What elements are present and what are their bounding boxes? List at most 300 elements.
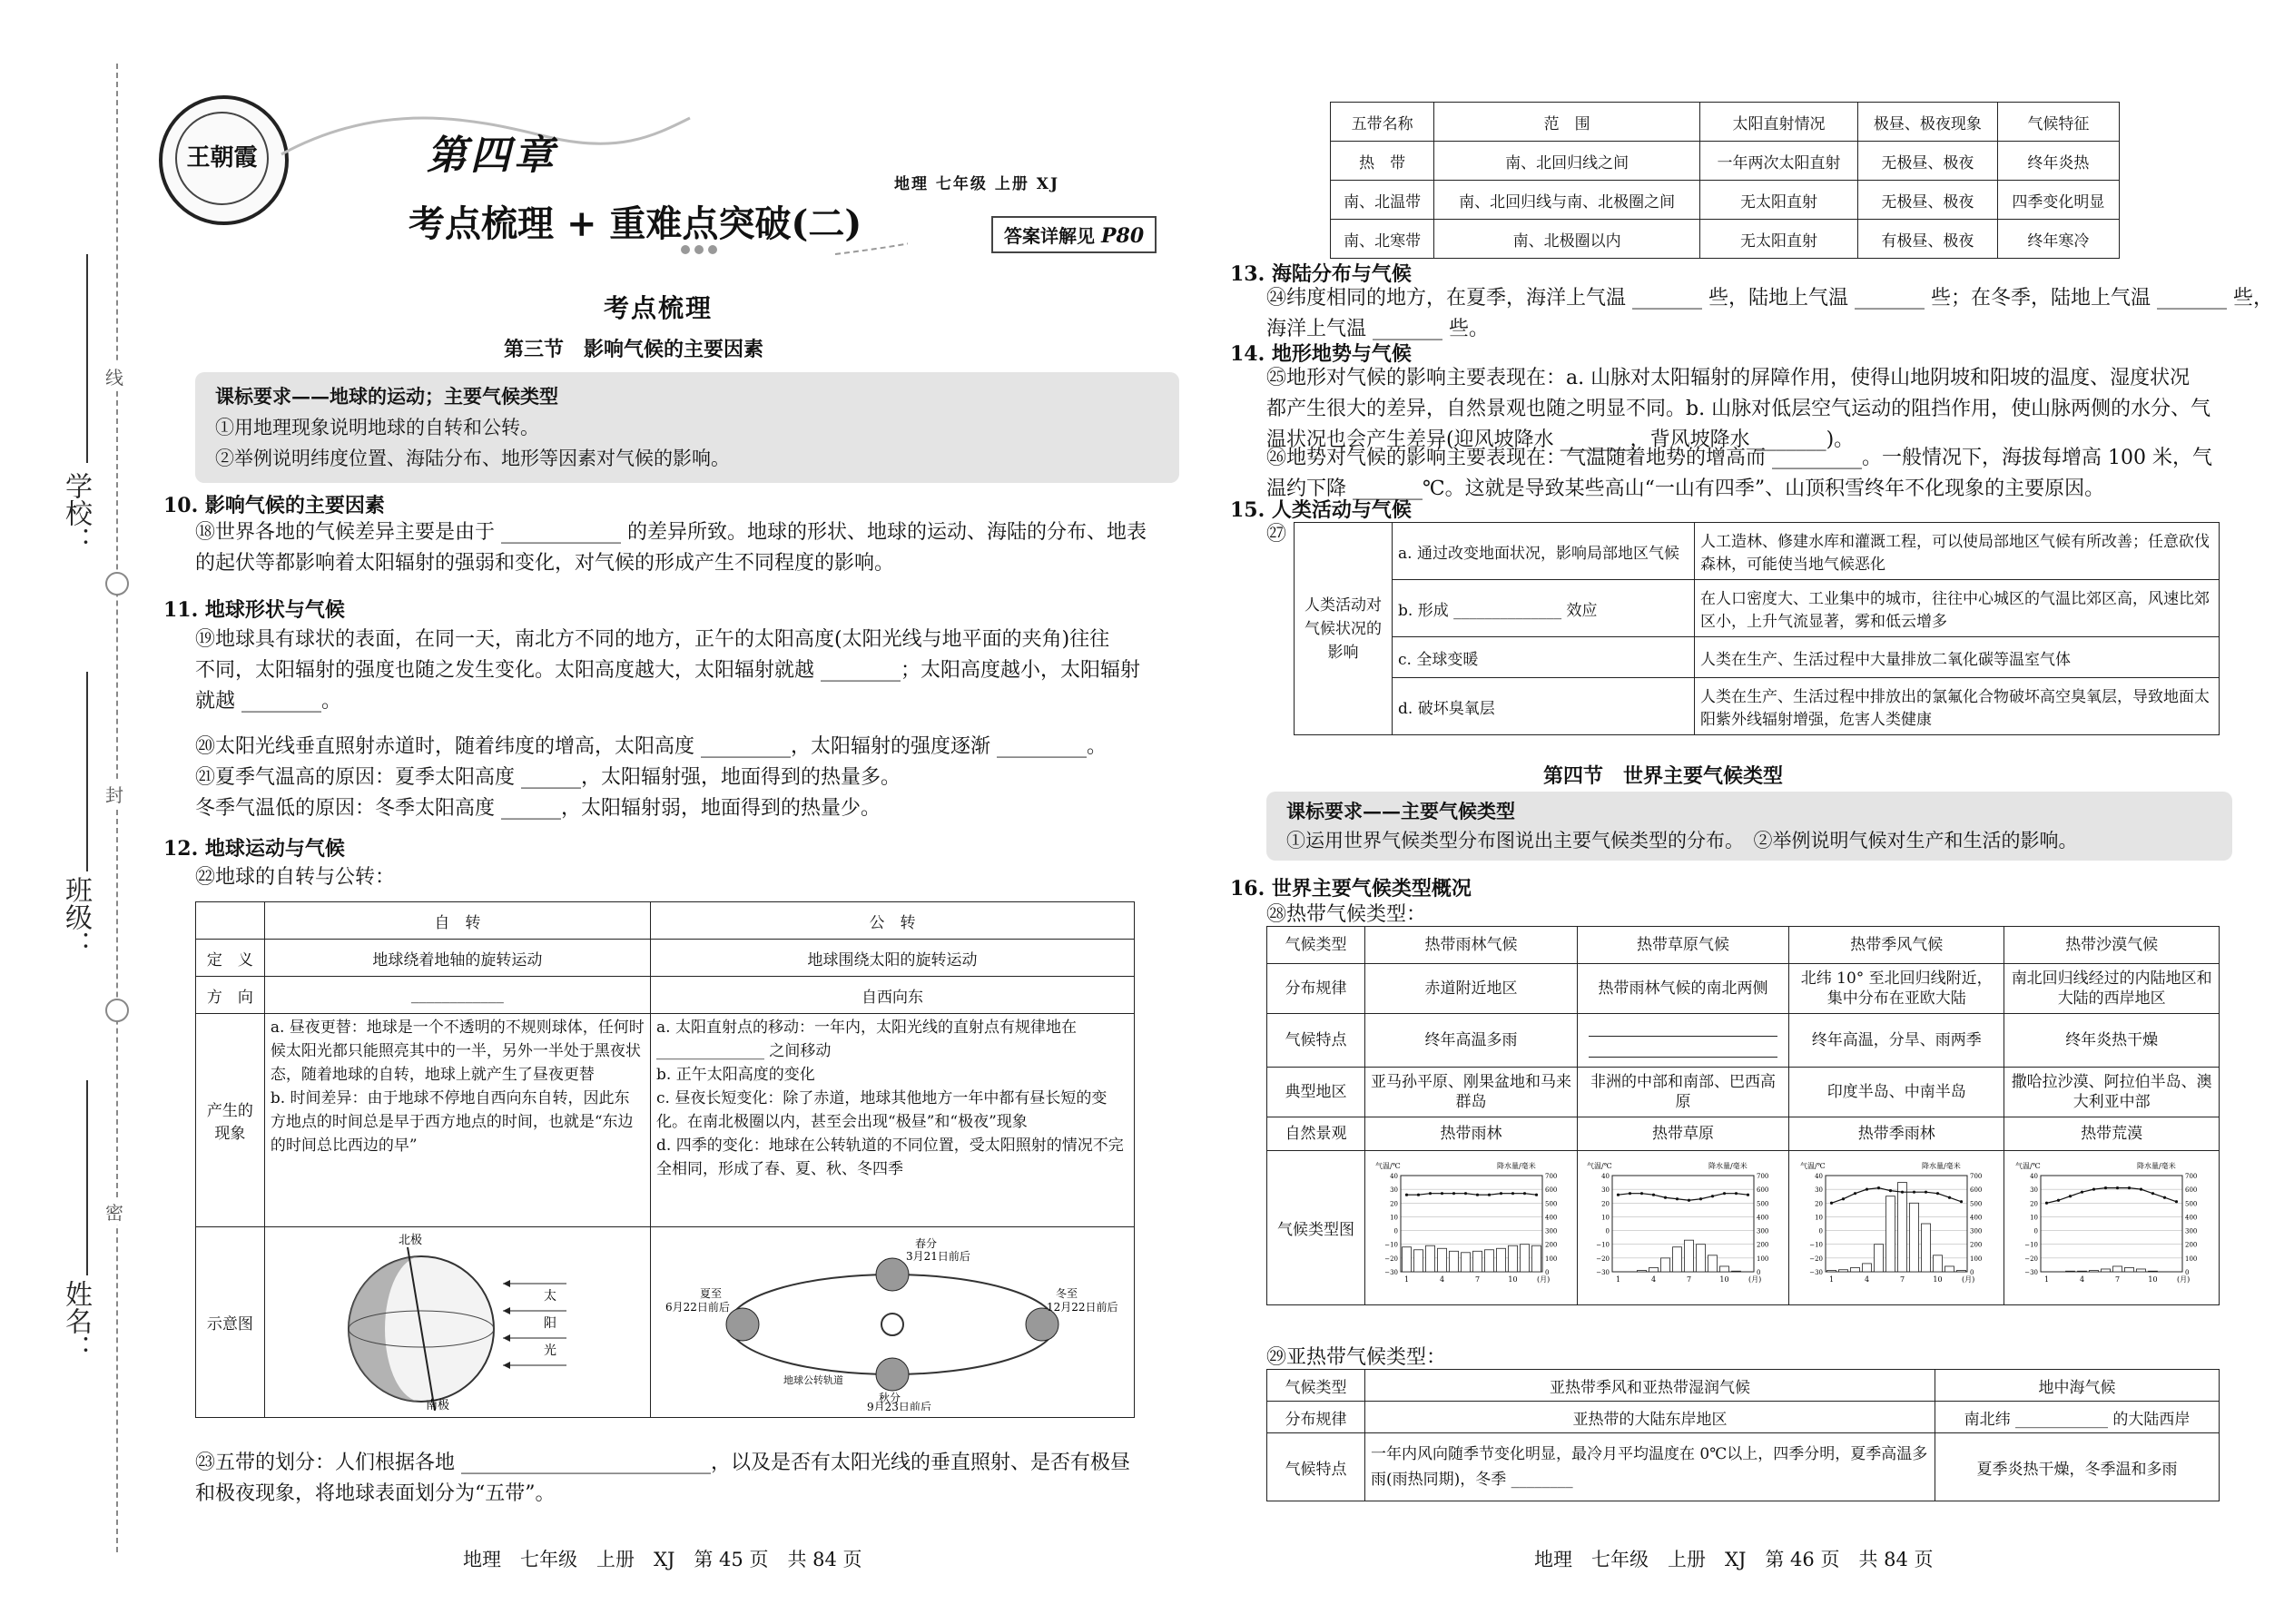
table-cell: 印度半岛、中南半岛	[1789, 1068, 2004, 1117]
precip-bar	[1425, 1245, 1434, 1272]
table-row-label: 气候特点	[1267, 1433, 1365, 1501]
curriculum-item: ①运用世界气候类型分布图说出主要气候类型的分布。 ②举例说明气候对生产和生活的影响。	[1286, 830, 2078, 851]
y2-tick-label: 200	[2185, 1241, 2198, 1249]
y2-tick-label: 300	[1970, 1227, 1983, 1235]
axis-title: 降水量/毫米	[1922, 1162, 1961, 1170]
ray-label: 光	[543, 1343, 556, 1358]
precip-bar	[2125, 1267, 2134, 1272]
five-zones-table	[1330, 102, 2120, 259]
table-cell: 热带雨林气候的南北两侧	[1578, 964, 1789, 1014]
table-row	[1267, 1068, 2220, 1117]
precip-bar	[1875, 1245, 1884, 1272]
plot-frame	[1612, 1176, 1754, 1272]
y-tick-label: −30	[1383, 1269, 1398, 1276]
x-tick-label: 4	[1651, 1275, 1657, 1284]
table-row	[1267, 1117, 2220, 1151]
precip-bar	[1661, 1258, 1670, 1272]
brand-logo	[159, 95, 289, 225]
text-line: ㉖地势对气候的影响主要表现在：气温随着地势的增高而 _________。一般情况下，海拔每增高 100 米，气	[1266, 447, 2212, 469]
chapter-title: 第四章	[427, 133, 557, 179]
table-cell: 自西向东	[651, 977, 1135, 1014]
text-line: 和极夜现象，将地球表面划分为“五带”。	[195, 1482, 556, 1505]
blank-field[interactable]: 南北纬 ____________ 的大陆西岸	[1935, 1402, 2220, 1433]
table-header: 极昼、极夜现象	[1857, 103, 1997, 142]
paragraph-24	[1266, 283, 2273, 345]
text-line: ㉕地形对气候的影响主要表现在：a. 山脉对太阳辐射的屏障作用，使得山地阴坡和阳坡的温度、湿度状况	[1266, 367, 2191, 389]
precip-bar	[1898, 1183, 1907, 1272]
y-tick-label: −30	[2024, 1269, 2039, 1276]
climate-chart-1	[1372, 1157, 1571, 1294]
precip-bar	[1472, 1251, 1482, 1272]
table-cell: 非洲的中部和南部、巴西高原	[1578, 1068, 1789, 1117]
y2-tick-label: 600	[1970, 1186, 1983, 1195]
x-tick-label: 4	[1439, 1275, 1444, 1284]
paragraph-18	[195, 517, 1147, 579]
heading-13: 13. 海陆分布与气候	[1230, 262, 1412, 286]
table-row	[1267, 1014, 2220, 1068]
table-cell: 无极昼、极夜	[1857, 181, 1997, 220]
binding-word: 线	[102, 363, 127, 389]
precip-bar	[1863, 1264, 1872, 1272]
table-cell: c. 全球变暖	[1393, 637, 1695, 678]
table-cell: 南、北寒带	[1331, 220, 1434, 259]
table-header: 气候特征	[1997, 103, 2119, 142]
heading-14: 14. 地形地势与气候	[1230, 342, 1412, 366]
summer-label: 夏至	[700, 1287, 723, 1300]
y-tick-label: 20	[1389, 1200, 1398, 1208]
x-tick-label: 10	[2148, 1275, 2158, 1284]
table-row-label: 气候类型图	[1267, 1151, 1365, 1305]
y2-tick-label: 0	[1970, 1269, 1974, 1276]
paragraph-28: ㉘热带气候类型：	[1266, 903, 1427, 926]
text-line: 温状况也会产生差异(迎风坡降水 _______，背风坡降水 _______)。	[1266, 428, 1855, 451]
axis-title: 气温/℃	[2015, 1162, 2041, 1170]
precip-bar	[1461, 1253, 1470, 1272]
revolution-diagram-cell	[651, 1227, 1135, 1418]
summer-date: 6月22日前后	[665, 1301, 730, 1314]
table-cell: 地球围绕太阳的旋转运动	[651, 940, 1135, 977]
y-tick-label: −30	[1596, 1269, 1610, 1276]
precip-bar	[1697, 1245, 1706, 1272]
table-cell: 热带季雨林	[1789, 1117, 2004, 1151]
spring-date: 3月21日前后	[906, 1250, 970, 1263]
heading-15: 15. 人类活动与气候	[1230, 498, 1412, 522]
table-cell: 南、北回归线与南、北极圈之间	[1434, 181, 1700, 220]
y2-tick-label: 400	[1970, 1214, 1983, 1222]
earth-rotation-diagram	[321, 1229, 594, 1411]
plot-frame	[1826, 1176, 1967, 1272]
school-input[interactable]	[86, 254, 88, 463]
precip-bar	[2066, 1271, 2075, 1272]
y2-tick-label: 200	[1970, 1241, 1983, 1249]
table-cell: 一年两次太阳直射	[1700, 142, 1858, 181]
precip-bar	[1508, 1245, 1517, 1272]
text-line: 都产生很大的差异，自然景观也随之明显不同。b. 山脉对低层空气运动的阻挡作用，使山脉两侧的水分、气	[1266, 398, 2211, 420]
x-axis-unit: (月)	[2177, 1275, 2191, 1284]
y-tick-label: −20	[1809, 1255, 1824, 1263]
blank-field[interactable]: 一年内风向随季节变化明显，最冷月平均温度在 0℃以上，四季分明，夏季高温多雨(雨热同期)，冬季 ________	[1365, 1433, 1935, 1501]
temp-line	[2047, 1188, 2177, 1204]
x-axis-unit: (月)	[1748, 1275, 1762, 1284]
table-cell: 北纬 10° 至北回归线附近，集中分布在亚欧大陆	[1789, 964, 2004, 1014]
table-cell: 无极昼、极夜	[1857, 142, 1997, 181]
x-tick-label: 7	[2115, 1275, 2121, 1284]
axis-title: 降水量/毫米	[1708, 1162, 1748, 1170]
x-tick-label: 1	[2044, 1275, 2050, 1284]
y-tick-label: 10	[2030, 1214, 2039, 1222]
precip-bar	[1957, 1270, 1966, 1272]
paragraph-21	[195, 763, 901, 824]
climate-chart-4	[2012, 1157, 2211, 1294]
table-cell: 四季变化明显	[1997, 181, 2119, 220]
precip-bar	[1910, 1203, 1919, 1272]
blank-line[interactable]	[1589, 1044, 1777, 1058]
table-row-label: 气候特点	[1267, 1014, 1365, 1068]
y2-tick-label: 500	[1970, 1200, 1983, 1208]
table-cell: 终年高温多雨	[1365, 1014, 1578, 1068]
table-cell: 热带沙漠气候	[2004, 927, 2220, 964]
table-row-label: 人类活动对气候状况的影响	[1295, 523, 1393, 735]
text-line: 就越 ________。	[195, 690, 341, 713]
precip-bar	[1673, 1247, 1682, 1272]
table-row	[1331, 181, 2120, 220]
y2-tick-label: 400	[1544, 1214, 1557, 1222]
table-cell: 终年寒冷	[1997, 220, 2119, 259]
x-axis-unit: (月)	[1536, 1275, 1550, 1284]
y2-tick-label: 300	[1757, 1227, 1769, 1235]
y2-tick-label: 0	[1544, 1269, 1549, 1276]
blank-line[interactable]	[1589, 1023, 1777, 1037]
temp-line	[1832, 1188, 1962, 1204]
curriculum-box	[1266, 792, 2232, 861]
y-tick-label: 20	[1815, 1200, 1824, 1208]
table-cell: 南、北温带	[1331, 181, 1434, 220]
y-tick-label: 40	[1389, 1173, 1398, 1180]
table-header: 五带名称	[1331, 103, 1434, 142]
table-cell: 撒哈拉沙漠、阿拉伯半岛、澳大利亚中部	[2004, 1068, 2220, 1117]
climate-chart-cell	[2004, 1151, 2220, 1305]
temp-line	[1406, 1194, 1536, 1196]
paragraph-23	[195, 1448, 1130, 1510]
curriculum-heading: 课标要求——主要气候类型	[1286, 800, 1515, 822]
orbit-label: 地球公转轨道	[783, 1374, 843, 1386]
table-cell: a. 通过改变地面状况，影响局部地区气候	[1393, 523, 1695, 580]
x-tick-label: 1	[1616, 1275, 1621, 1284]
x-tick-label: 4	[1865, 1275, 1870, 1284]
text-line: 冬季气温低的原因：冬季太阳高度 ______，太阳辐射弱，地面得到的热量少。	[195, 797, 881, 820]
earth-summer-icon	[726, 1308, 759, 1341]
table-cell: 热带雨林	[1365, 1117, 1578, 1151]
tropical-climate-table	[1266, 926, 2220, 1305]
climate-chart-3	[1797, 1157, 1996, 1294]
precip-bar	[1520, 1245, 1529, 1272]
precip-bar	[1720, 1266, 1729, 1272]
table-row	[1331, 220, 2120, 259]
y-tick-label: −10	[1596, 1241, 1610, 1249]
x-tick-label: 10	[1507, 1275, 1518, 1284]
precip-bar	[2149, 1271, 2158, 1272]
axis-title: 气温/℃	[1587, 1162, 1612, 1170]
page-subtitle	[409, 195, 861, 247]
table-row-label: 方 向	[196, 977, 265, 1014]
y-tick-label: 20	[1601, 1200, 1610, 1208]
y2-tick-label: 100	[1757, 1255, 1769, 1263]
south-pole-label: 南极	[425, 1399, 449, 1411]
precip-bar	[1496, 1248, 1505, 1272]
table-row	[1267, 964, 2220, 1014]
curriculum-item: ②举例说明纬度位置、海陆分布、地形等因素对气候的影响。	[215, 448, 730, 469]
subtropical-climate-table	[1266, 1369, 2220, 1501]
name-input[interactable]	[86, 1080, 88, 1275]
binding-word: 封	[102, 781, 127, 807]
y2-tick-label: 500	[1544, 1200, 1557, 1208]
blank-field[interactable]	[1578, 1014, 1789, 1068]
table-cell: 地球绕着地轴的旋转运动	[264, 940, 650, 977]
text-line: ⑱世界各地的气候差异主要是由于 ____________ 的差异所致。地球的形状、地球的运动、海陆的分布、地表	[195, 521, 1147, 544]
precip-bar	[1886, 1196, 1895, 1272]
text-line: 不同，太阳辐射的强度也随之发生变化。太阳高度越大，太阳辐射就越 ________；太阳高度越小，太阳辐射	[195, 659, 1140, 682]
precip-bar	[2090, 1270, 2099, 1272]
temp-line	[1619, 1194, 1748, 1201]
precip-bar	[1649, 1267, 1659, 1272]
y2-tick-label: 400	[2185, 1214, 2198, 1222]
y-tick-label: 0	[1393, 1227, 1398, 1235]
precip-bar	[1732, 1271, 1741, 1272]
text-line: 温约下降 _______℃。这就是导致某些高山“一山有四季”、山顶积雪终年不化现象的主要原因。	[1266, 477, 2105, 500]
precip-bar	[1685, 1240, 1694, 1272]
table-cell: 南、北极圈以内	[1434, 220, 1700, 259]
axis-title: 气温/℃	[1374, 1162, 1401, 1170]
climate-chart-cell	[1789, 1151, 2004, 1305]
table-cell: 南、北回归线之间	[1434, 142, 1700, 181]
axis-title: 降水量/毫米	[2137, 1162, 2176, 1170]
rotation-diagram-cell	[264, 1227, 650, 1418]
precip-bar	[2113, 1266, 2122, 1272]
answer-reference	[991, 216, 1157, 253]
y2-tick-label: 300	[2185, 1227, 2198, 1235]
y-tick-label: 0	[2033, 1227, 2039, 1235]
text-line: ⑲地球具有球状的表面，在同一天，南北方不同的地方，正午的太阳高度(太阳光线与地平面的夹角)往往	[195, 628, 1110, 651]
precip-bar	[1708, 1255, 1718, 1272]
table-cell: a. 昼夜更替：地球是一个不透明的不规则球体，任何时候太阳光都只能照亮其中的一半，另外一半处于黑夜状态，随着地球的自转，地球上就产生了昼夜更替 b. 时间差异：由于地球不停地自西向东自转，因此东方地点的时间总是早于西方地点的时间，也就是“东边的时间总比西边的早”	[264, 1014, 650, 1227]
autumn-label: 秋分	[879, 1392, 901, 1404]
page-footer: 地理 七年级 上册 XJ 第 45 页 共 84 页	[463, 1549, 862, 1570]
precip-bar	[2102, 1269, 2111, 1272]
y-tick-label: −10	[2024, 1241, 2039, 1249]
table-cell: 亚马孙平原、刚果盆地和马来群岛	[1365, 1068, 1578, 1117]
precip-bar	[1484, 1250, 1493, 1272]
binding-circle	[105, 999, 129, 1022]
table-row-label: 示意图	[196, 1227, 265, 1418]
table-row	[1331, 142, 2120, 181]
y-tick-label: 30	[2030, 1186, 2039, 1195]
table-cell: 人类在生产、生活过程中大量排放二氧化碳等温室气体	[1695, 637, 2220, 678]
table-cell: 无太阳直射	[1700, 181, 1858, 220]
y-tick-label: −20	[1596, 1255, 1610, 1263]
name-label: 姓名：	[60, 1280, 92, 1362]
table-cell: 热 带	[1331, 142, 1434, 181]
spring-label: 春分	[915, 1237, 938, 1250]
y-tick-label: −10	[1383, 1241, 1398, 1249]
y2-tick-label: 500	[1757, 1200, 1769, 1208]
blank-field[interactable]: ____________	[264, 977, 650, 1014]
y-tick-label: 10	[1389, 1214, 1398, 1222]
y2-tick-label: 100	[2185, 1255, 2198, 1263]
x-axis-unit: (月)	[1962, 1275, 1975, 1284]
precip-bar	[1851, 1267, 1860, 1272]
table-row-label: 分布规律	[1267, 964, 1365, 1014]
precip-bar	[1437, 1248, 1446, 1272]
table-header: 范 围	[1434, 103, 1700, 142]
table-header: 气候类型	[1267, 1370, 1365, 1402]
y-tick-label: −20	[2024, 1255, 2039, 1263]
precip-bar	[1638, 1270, 1647, 1272]
binding-word: 密	[102, 1198, 127, 1225]
y2-tick-label: 700	[1970, 1173, 1983, 1180]
earth-spring-icon	[876, 1258, 909, 1291]
x-tick-label: 7	[1474, 1275, 1480, 1284]
table-cell: 热带季风气候	[1789, 927, 2004, 964]
table-row-label: 分布规律	[1267, 1402, 1365, 1433]
curriculum-item: ①用地理现象说明地球的自转和公转。	[215, 417, 539, 438]
binding-line	[116, 64, 118, 1552]
table-cell: 人工造林、修建水库和灌溉工程，可以使局部地区气候有所改善；任意砍伐森林，可能使当地气候恶化	[1695, 523, 2220, 580]
table-header: 自 转	[264, 902, 650, 940]
text-line: 的起伏等都影响着太阳辐射的强弱和变化，对气候的形成产生不同程度的影响。	[195, 552, 895, 575]
ray-label: 阳	[543, 1316, 556, 1331]
y2-tick-label: 200	[1544, 1241, 1557, 1249]
table-header: 公 转	[651, 902, 1135, 940]
table-row-label: 自然景观	[1267, 1117, 1365, 1151]
y2-tick-label: 700	[1757, 1173, 1769, 1180]
y-tick-label: 40	[1815, 1173, 1824, 1180]
y2-tick-label: 700	[1544, 1173, 1557, 1180]
table-cell: 热带草原	[1578, 1117, 1789, 1151]
climate-chart-2	[1583, 1157, 1783, 1294]
winter-date: 12月22日前后	[1047, 1301, 1118, 1314]
table-cell: 在人口密度大、工业集中的城市，往往中心城区的气温比郊区高，风速比郊区小，上升气流显著，雾和低云增多	[1695, 580, 2220, 637]
subtitle-part-b: 重难点突破(二)	[609, 202, 862, 245]
y-tick-label: −30	[1809, 1269, 1824, 1276]
sun-icon	[881, 1314, 903, 1335]
climate-chart-cell	[1578, 1151, 1789, 1305]
table-cell: a. 太阳直射点的移动：一年内，太阳光线的直射点有规律地在 ______________ 之间移动 b. 正午太阳高度的变化 c. 昼夜长短变化：除了赤道，地球其他地方一年中都有昼长短的变化。在南北极圈以内，甚至会出现“极昼”和“极夜”现象 d. 四季的变化：地球在公转轨道的不同位置，受太阳照射的情况不完全相同，形成了春、夏、秋、冬四季	[651, 1014, 1135, 1227]
school-label: 学校：	[60, 472, 92, 554]
axis-title: 降水量/毫米	[1496, 1162, 1536, 1170]
text-line: ㉑夏季气温高的原因：夏季太阳高度 ______，太阳辐射强，地面得到的热量多。	[195, 766, 901, 789]
table-cell: 热带草原气候	[1578, 927, 1789, 964]
precip-bar	[1945, 1266, 1954, 1272]
paragraph-25	[1266, 363, 2210, 456]
table-cell: 终年炎热	[1997, 142, 2119, 181]
binding-circle	[105, 572, 129, 595]
heading-12: 12. 地球运动与气候	[163, 837, 345, 861]
grade-strip: 地理 七年级 上册 XJ	[894, 175, 1059, 193]
precip-bar	[1922, 1224, 1931, 1272]
curriculum-box	[195, 372, 1179, 483]
y-tick-label: −10	[1809, 1241, 1824, 1249]
y2-tick-label: 400	[1757, 1214, 1769, 1222]
precip-bar	[1839, 1270, 1848, 1272]
ray-label: 太	[543, 1289, 556, 1304]
paragraph-22: ㉒地球的自转与公转：	[195, 866, 396, 889]
x-tick-label: 10	[1933, 1275, 1943, 1284]
x-tick-label: 7	[1687, 1275, 1692, 1284]
text-line: ㉔纬度相同的地方，在夏季，海洋上气温 _______ 些，陆地上气温 _______ 些；在冬季，陆地上气温 _______ 些，	[1266, 287, 2273, 310]
earth-orbit-diagram	[656, 1229, 1128, 1411]
class-input[interactable]	[86, 672, 88, 871]
table-row-label: 典型地区	[1267, 1068, 1365, 1117]
table-header: 地中海气候	[1935, 1370, 2220, 1402]
y-tick-label: 10	[1815, 1214, 1824, 1222]
table-cell: 有极昼、极夜	[1857, 220, 1997, 259]
y-tick-label: 30	[1389, 1186, 1398, 1195]
precip-bar	[1531, 1245, 1541, 1272]
logo-text: 王朝霞	[175, 112, 269, 205]
precip-bar	[1449, 1251, 1458, 1272]
y2-tick-label: 100	[1970, 1255, 1983, 1263]
table-row-label: 定 义	[196, 940, 265, 977]
y2-tick-label: 600	[1757, 1186, 1769, 1195]
table-cell: d. 破坏臭氧层	[1393, 678, 1695, 735]
heading-11: 11. 地球形状与气候	[163, 598, 345, 622]
section-subtitle: 第四节 世界主要气候类型	[1543, 764, 1784, 788]
axis-title: 气温/℃	[1800, 1162, 1826, 1170]
y2-tick-label: 0	[1757, 1269, 1761, 1276]
table-cell: 热带雨林气候	[1365, 927, 1578, 964]
y-tick-label: 40	[2030, 1173, 2039, 1180]
paragraph-19	[195, 625, 1140, 717]
table-row	[1267, 1151, 2220, 1305]
table-cell: 人类在生产、生活过程中排放出的氯氟化合物破坏高空臭氧层，导致地面太阳紫外线辐射增强，危害人类健康	[1695, 678, 2220, 735]
paragraph-29: ㉙亚热带气候类型：	[1266, 1346, 1447, 1369]
subtitle-part-a: 考点梳理	[409, 202, 554, 245]
y2-tick-label: 200	[1757, 1241, 1769, 1249]
y-tick-label: 0	[1818, 1227, 1824, 1235]
precip-bar	[1413, 1250, 1423, 1272]
heading-10: 10. 影响气候的主要因素	[163, 494, 385, 517]
table-cell: 无太阳直射	[1700, 220, 1858, 259]
x-tick-label: 10	[1719, 1275, 1729, 1284]
precip-bar	[1402, 1247, 1411, 1272]
page-footer: 地理 七年级 上册 XJ 第 46 页 共 84 页	[1534, 1549, 1934, 1570]
y-tick-label: 30	[1815, 1186, 1824, 1195]
table-cell: 夏季炎热干燥，冬季温和多雨	[1935, 1433, 2220, 1501]
y-tick-label: 40	[1601, 1173, 1610, 1180]
table-header: 亚热带季风和亚热带湿润气候	[1365, 1370, 1935, 1402]
rotation-revolution-table	[195, 901, 1135, 1418]
y2-tick-label: 500	[2185, 1200, 2198, 1208]
y-tick-label: −20	[1383, 1255, 1398, 1263]
answer-label: 答案详解见	[1004, 225, 1095, 247]
blank-field[interactable]: b. 形成 ______________ 效应	[1393, 580, 1695, 637]
x-tick-label: 4	[2080, 1275, 2085, 1284]
precip-bar	[2078, 1271, 2087, 1272]
climate-chart-cell	[1365, 1151, 1578, 1305]
text-line: 海洋上气温 _______ 些。	[1266, 318, 1489, 340]
y2-tick-label: 300	[1544, 1227, 1557, 1235]
table-cell: 南北回归线经过的内陆地区和大陆的西岸地区	[2004, 964, 2220, 1014]
class-label: 班级：	[60, 876, 92, 958]
curriculum-heading: 课标要求——地球的运动；主要气候类型	[215, 385, 558, 408]
answer-page: P80	[1100, 224, 1145, 248]
north-pole-label: 北极	[398, 1234, 422, 1247]
precip-bar	[1934, 1255, 1943, 1272]
heading-16: 16. 世界主要气候类型概况	[1230, 877, 1472, 901]
table-cell: 热带荒漠	[2004, 1117, 2220, 1151]
autumn-date: 9月23日前后	[867, 1401, 931, 1411]
y2-tick-label: 700	[2185, 1173, 2198, 1180]
